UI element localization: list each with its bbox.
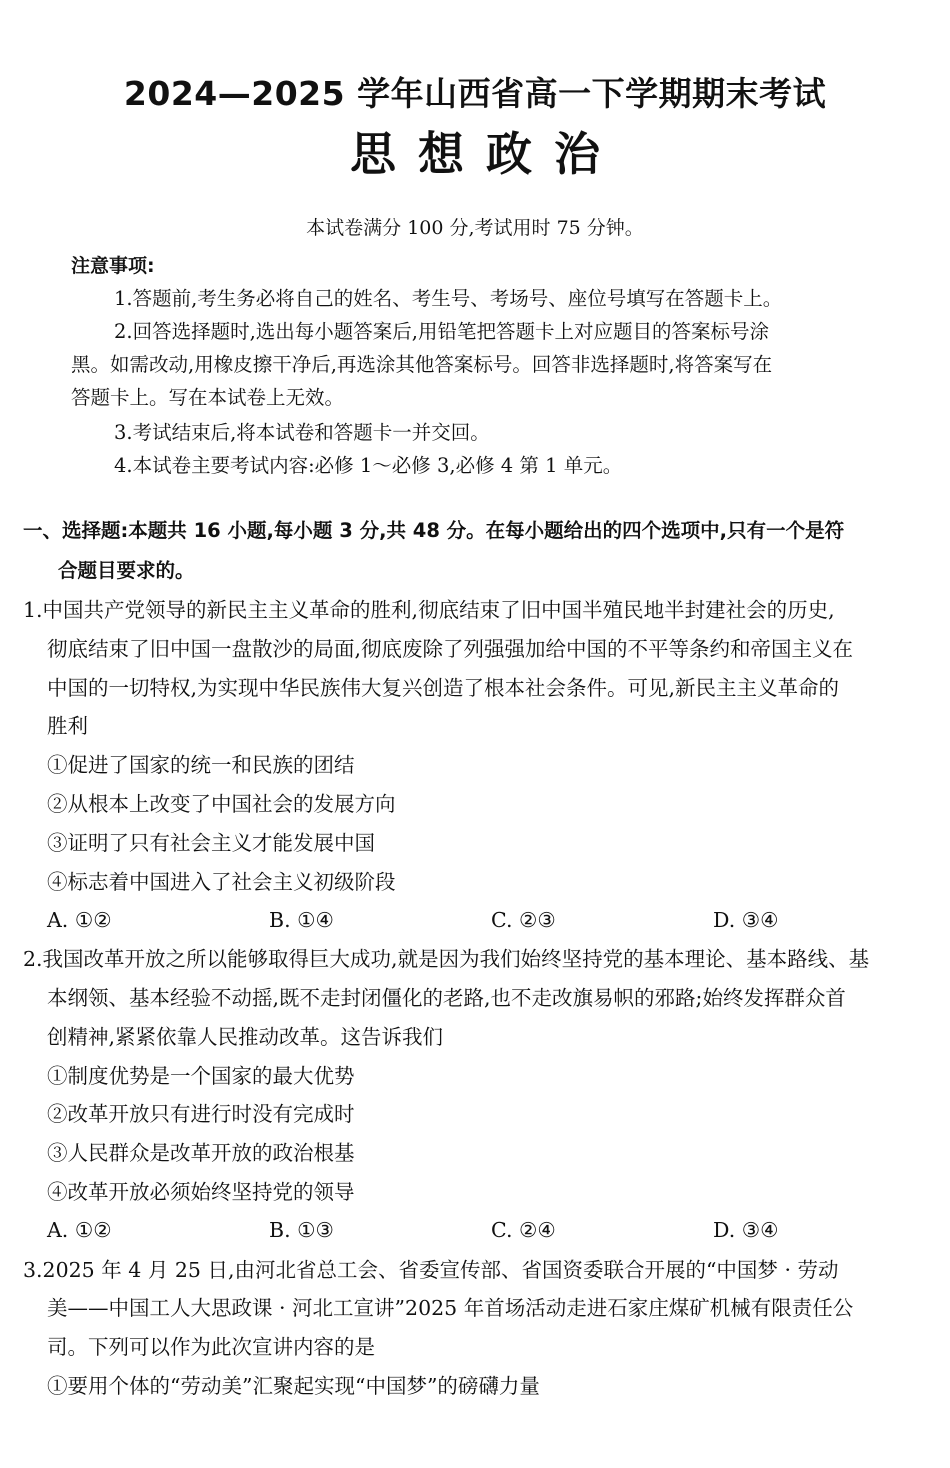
question-2-item: ①制度优势是一个国家的最大优势 [47,1064,355,1088]
question-2-stem: 本纲领、基本经验不动摇,既不走封闭僵化的老路,也不走改旗易帜的邪路;始终发挥群众首 [47,986,846,1010]
subject-title: 思想政治 [350,127,622,181]
question-1-stem: 胜利 [47,714,88,738]
question-1-stem: 中国的一切特权,为实现中华民族伟大复兴创造了根本社会条件。可见,新民主主义革命的 [47,676,840,700]
question-2-choice-c: C. ②④ [491,1218,556,1242]
question-3-item: ①要用个体的“劳动美”汇聚起实现“中国梦”的磅礴力量 [47,1374,540,1398]
exam-meta: 本试卷满分 100 分,考试用时 75 分钟。 [306,217,644,239]
question-2-stem: 创精神,紧紧依靠人民推动改革。这告诉我们 [47,1025,444,1049]
question-1-item: ④标志着中国进入了社会主义初级阶段 [47,870,396,894]
question-1-choice-a: A. ①② [47,908,112,932]
question-2-choice-b: B. ①③ [269,1218,334,1242]
notice-heading: 注意事项: [71,255,155,277]
exam-title: 2024—2025 学年山西省高一下学期期末考试 [123,74,827,113]
question-1-choice-b: B. ①④ [269,908,334,932]
notice-line: 3.考试结束后,将本试卷和答题卡一并交回。 [114,421,490,444]
question-2-stem: 2.我国改革开放之所以能够取得巨大成功,就是因为我们始终坚持党的基本理论、基本路线、基 [23,947,870,971]
question-1-choice-c: C. ②③ [491,908,556,932]
question-2-item: ②改革开放只有进行时没有完成时 [47,1102,355,1126]
question-1-item: ③证明了只有社会主义才能发展中国 [47,831,375,855]
notice-line: 4.本试卷主要考试内容:必修 1～必修 3,必修 4 第 1 单元。 [114,454,623,477]
question-1-item: ①促进了国家的统一和民族的团结 [47,753,355,777]
notice-line: 答题卡上。写在本试卷上无效。 [71,386,345,409]
question-1-stem: 彻底结束了旧中国一盘散沙的局面,彻底废除了列强强加给中国的不平等条约和帝国主义在 [47,637,854,661]
section-heading: 一、选择题:本题共 16 小题,每小题 3 分,共 48 分。在每小题给出的四个选项中,只有一个是符 [23,519,845,542]
section-heading-cont: 合题目要求的。 [58,559,195,582]
question-3-stem: 3.2025 年 4 月 25 日,由河北省总工会、省委宣传部、省国资委联合开展的“中国梦 · 劳动 [23,1258,839,1282]
notice-line: 2.回答选择题时,选出每小题答案后,用铅笔把答题卡上对应题目的答案标号涂 [114,320,770,343]
question-3-stem: 司。下列可以作为此次宣讲内容的是 [47,1335,375,1359]
question-1-item: ②从根本上改变了中国社会的发展方向 [47,792,396,816]
notice-line: 黑。如需改动,用橡皮擦干净后,再选涂其他答案标号。回答非选择题时,将答案写在 [71,353,773,376]
question-1-stem: 1.中国共产党领导的新民主主义革命的胜利,彻底结束了旧中国半殖民地半封建社会的历史, [23,598,835,622]
question-2-choice-a: A. ①② [47,1218,112,1242]
notice-line: 1.答题前,考生务必将自己的姓名、考生号、考场号、座位号填写在答题卡上。 [114,287,783,310]
question-2-item: ③人民群众是改革开放的政治根基 [47,1141,355,1165]
question-2-item: ④改革开放必须始终坚持党的领导 [47,1180,355,1204]
question-1-choice-d: D. ③④ [713,908,779,932]
question-2-choice-d: D. ③④ [713,1218,779,1242]
question-3-stem: 美——中国工人大思政课 · 河北工宣讲”2025 年首场活动走进石家庄煤矿机械有限责任公 [47,1296,854,1320]
